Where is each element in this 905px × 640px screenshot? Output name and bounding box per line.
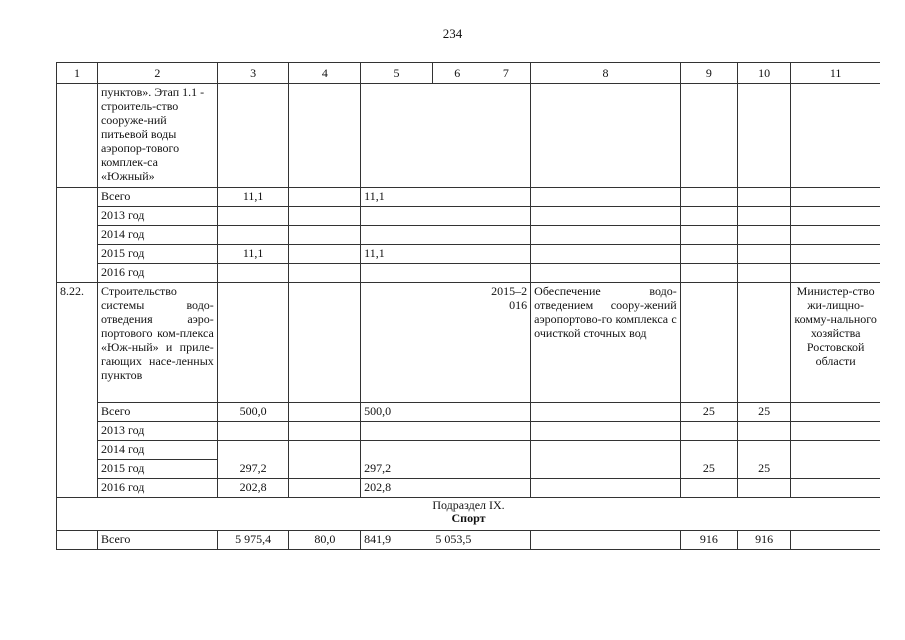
col-header: 3 [217,63,289,84]
table-row [57,207,881,226]
value-cell: 25 [738,460,791,479]
item-executor: Министер-ство жи-лищно-комму-нального хозяйства Ростовской области [791,283,880,403]
header-row [57,63,881,84]
col-header: 9 [680,63,737,84]
table-row [57,264,881,283]
col-header: 11 [791,63,880,84]
item-row-8-22 [57,283,881,403]
col-header: 8 [531,63,681,84]
continuation-row [57,84,881,188]
row-label: 2013 год [97,422,217,441]
value-cell: 11,1 [217,245,289,264]
value-cell: 11,1 [361,245,433,264]
row-label: 2016 год [97,479,217,498]
row-label: 2014 год [97,441,217,460]
table-row [57,422,881,441]
table-row [57,188,881,207]
value-cell: 297,2 [361,460,433,479]
section-row [57,498,881,531]
row-label: 2013 год [97,207,217,226]
item-name-continued: пунктов». Этап 1.1 - строитель-ство сооруже-ний питьевой воды аэропор-тового комплек-са «Южный» [97,84,217,188]
item-result: Обеспечение водо-отведением соору-жений аэропортово-го комплекса с очисткой сточных вод [531,283,681,403]
item-number: 8.22. [57,283,98,498]
row-label: Всего [97,403,217,422]
col-header: 2 [97,63,217,84]
value-cell: 11,1 [361,188,433,207]
col-header: 1 [57,63,98,84]
item-name: Строительство системы водо-отведения аэро-портового ком-плекса «Юж-ный» и приле-гающих насе-ленных пунктов [97,283,217,403]
col-header: 6 [432,63,481,84]
col-header: 5 [361,63,433,84]
table-row [57,441,881,460]
section-subtitle: Спорт [451,511,486,525]
value-cell: 500,0 [361,403,433,422]
col-header: 4 [289,63,361,84]
value-cell: 25 [738,403,791,422]
row-label: 2015 год [97,460,217,479]
value-cell: 202,8 [217,479,289,498]
value-cell: 297,2 [217,460,289,479]
value-cell: 841,9 [361,531,433,550]
table-row [57,403,881,422]
program-table [56,62,880,550]
page-number: 234 [442,26,463,41]
table-row [57,479,881,498]
col-header: 7 [482,63,531,84]
row-label: Всего [97,188,217,207]
col-header: 10 [738,63,791,84]
table-row [57,460,881,479]
item-period: 2015–2016 [432,283,530,403]
section-heading [57,498,881,531]
value-cell: 25 [680,403,737,422]
value-cell: 5 975,4 [217,531,289,550]
table-row [57,245,881,264]
row-label: 2016 год [97,264,217,283]
row-label: 2015 год [97,245,217,264]
value-cell: 916 [680,531,737,550]
value-cell: 916 [738,531,791,550]
table-row [57,531,881,550]
row-label: Всего [97,531,217,550]
section-title: Подраздел IX. [432,498,505,512]
value-cell: 25 [680,460,737,479]
value-cell: 80,0 [289,531,361,550]
value-cell: 11,1 [217,188,289,207]
value-cell: 500,0 [217,403,289,422]
value-cell: 202,8 [361,479,433,498]
table-row [57,226,881,245]
value-cell: 5 053,5 [432,531,530,550]
row-label: 2014 год [97,226,217,245]
